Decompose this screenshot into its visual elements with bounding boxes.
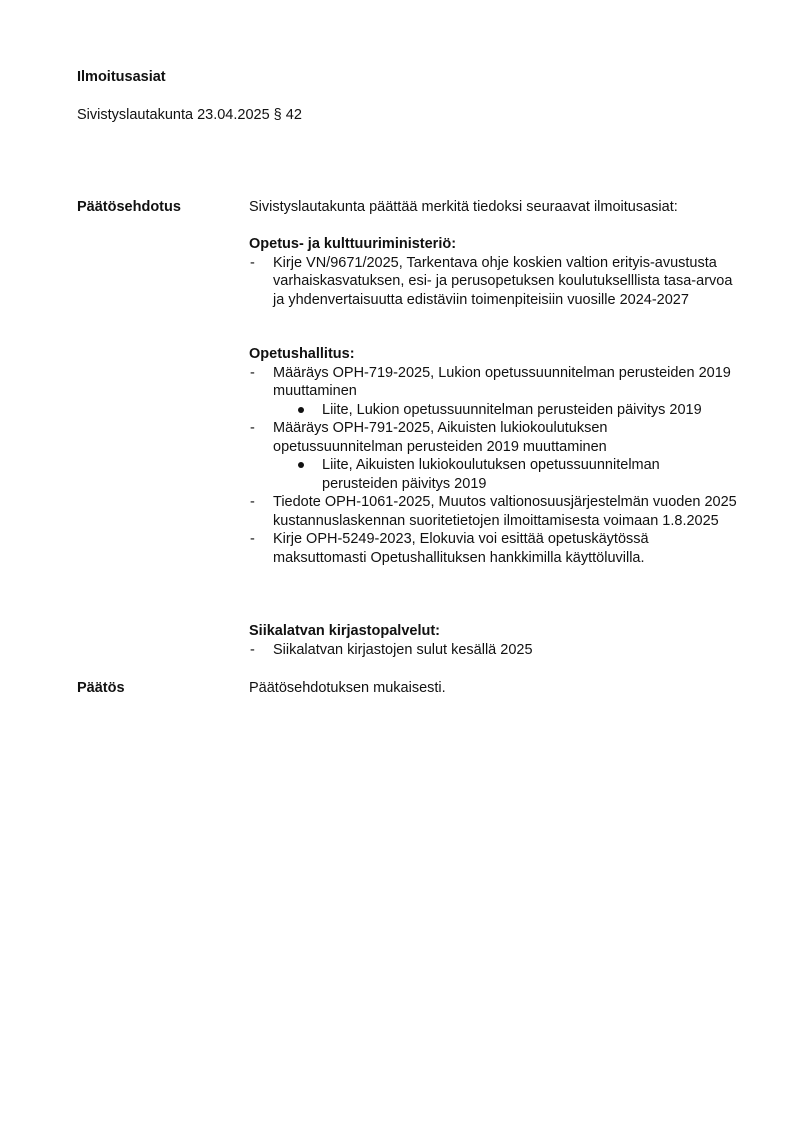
item-list — [249, 254, 739, 310]
item-text: Siikalatvan kirjastojen sulut kesällä 2025 — [273, 641, 533, 658]
dash-marker: - — [250, 254, 255, 271]
sub-item-list — [249, 456, 739, 493]
sub-item-text: Liite, Aikuisten lukiokoulutuksen opetussuunnitelman perusteiden päivitys 2019 — [322, 457, 660, 492]
decision-text: Päätösehdotuksen mukaisesti. — [249, 680, 446, 696]
item-list — [249, 641, 739, 660]
section-title: Opetushallitus: — [249, 346, 355, 362]
decision-label: Päätös — [77, 680, 125, 696]
section-title: Opetus- ja kulttuuriministeriö: — [249, 236, 457, 252]
section-opetushallitus — [249, 345, 739, 567]
item-list — [249, 419, 739, 456]
list-item — [249, 364, 739, 401]
sub-list-item — [297, 456, 739, 493]
item-text: Määräys OPH-791-2025, Aikuisten lukiokoulutuksen opetussuunnitelman perusteiden 2019 muuttaminen — [273, 420, 608, 455]
item-text: Kirje OPH-5249-2023, Elokuvia voi esittää opetuskäytössä maksuttomasti Opetushallituksen hankkimilla käyttöluvilla. — [273, 531, 649, 566]
item-text: Tiedote OPH-1061-2025, Muutos valtionosuusjärjestelmän vuoden 2025 kustannuslaskennan suoritetietojen ilmoittamisesta voimaan 1.8.2025 — [273, 494, 737, 529]
list-item — [249, 254, 739, 310]
list-item — [249, 493, 739, 530]
dash-marker: - — [250, 494, 255, 510]
meeting-reference: Sivistyslautakunta 23.04.2025 § 42 — [77, 107, 302, 123]
proposal-label: Päätösehdotus — [77, 199, 181, 215]
list-item — [249, 530, 739, 567]
dash-marker: - — [250, 531, 255, 547]
bullet-icon — [298, 462, 304, 468]
item-text: Määräys OPH-719-2025, Lukion opetussuunnitelman perusteiden 2019 muuttaminen — [273, 364, 731, 399]
item-list — [249, 493, 739, 567]
dash-marker: - — [250, 420, 255, 436]
section-opetus-kulttuuriministerio — [249, 235, 739, 309]
proposal-intro: Sivistyslautakunta päättää merkitä tiedoksi seuraavat ilmoitusasiat: — [249, 199, 678, 215]
dash-marker: - — [250, 364, 255, 381]
section-title: Siikalatvan kirjastopalvelut: — [249, 623, 440, 639]
list-item — [249, 641, 739, 660]
bullet-icon — [298, 407, 304, 413]
item-text: Kirje VN/9671/2025, Tarkentava ohje koskien valtion erityis-avustusta varhaiskasvatuksen, esi- ja perusopetuksen koulutukselllista tasa-arvoa ja yhdenvertaisuutta edistäviin toimenpiteisiin vuosille 2024-2027 — [273, 254, 733, 308]
item-list — [249, 364, 739, 401]
document-title: Ilmoitusasiat — [77, 69, 166, 85]
dash-marker: - — [250, 641, 255, 658]
section-siikalatvan-kirjastopalvelut — [249, 622, 739, 659]
sub-item-list — [249, 401, 739, 420]
list-item — [249, 419, 739, 456]
sub-item-text: Liite, Lukion opetussuunnitelman perusteiden päivitys 2019 — [322, 401, 702, 418]
sub-list-item — [297, 401, 739, 420]
